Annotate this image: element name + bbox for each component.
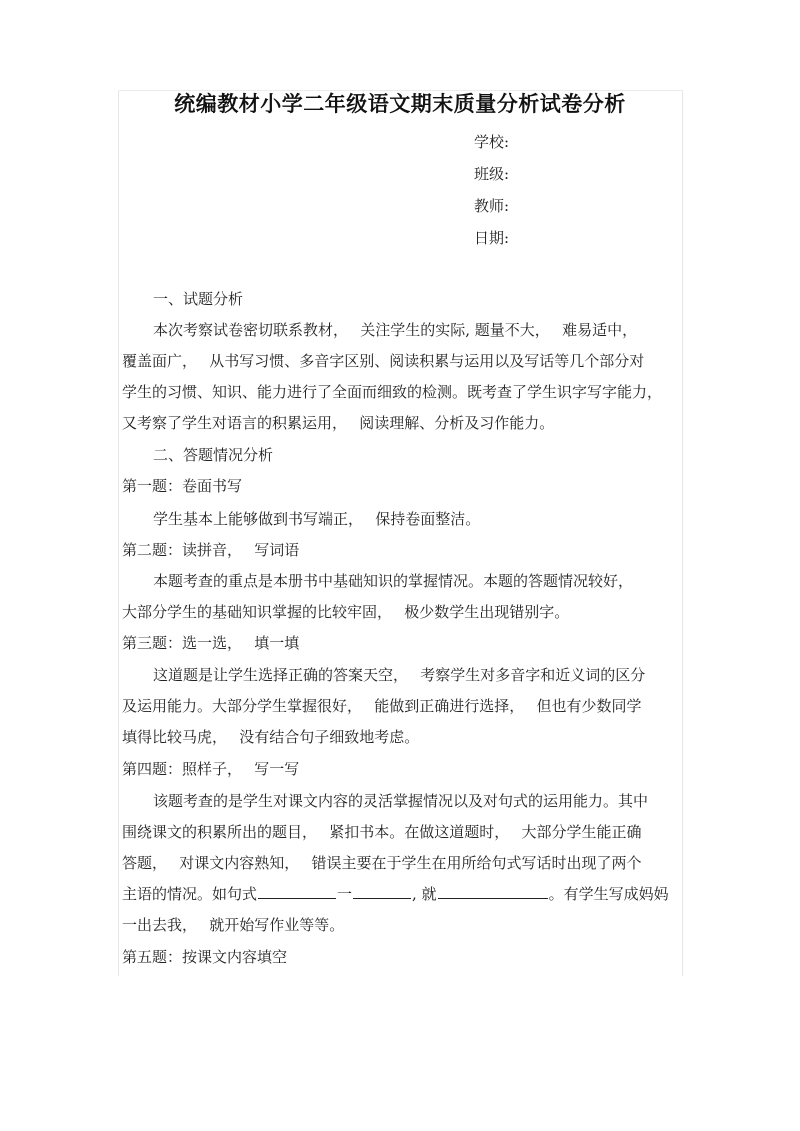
paragraph-line: 本题考查的重点是本册书中基础知识的掌握情况。本题的答题情况较好， (153, 572, 634, 590)
fill-blank (438, 884, 548, 899)
paragraph-line-with-blanks (122, 879, 680, 910)
text-segment: 一 (337, 885, 353, 903)
meta-teacher: 教师: (474, 197, 510, 215)
paragraph-line: 学生的习惯、知识、能力进行了全面而细致的检测。既考查了学生识字写字能力， (122, 383, 663, 401)
paragraph-line: 覆盖面广， 从书写习惯、多音字区别、阅读积累与运用以及写话等几个部分对 (122, 352, 645, 370)
question-4-heading: 第四题：照样子， 写一写 (122, 760, 300, 778)
paragraph-line: 本次考察试卷密切联系教材， 关注学生的实际, 题量不大， 难易适中， (153, 321, 638, 339)
document-title: 统编教材小学二年级语文期末质量分析试卷分析 (174, 92, 626, 116)
question-2-heading: 第二题：读拼音， 写词语 (122, 541, 300, 559)
fill-blank (353, 884, 411, 899)
question-3-heading: 第三题：选一选， 填一填 (122, 634, 300, 652)
paragraph-line: 填得比较马虎， 没有结合句子细致地考虑。 (122, 728, 420, 746)
paragraph-line: 答题， 对课文内容熟知， 错误主要在于学生在用所给句式写话时出现了两个 (122, 854, 642, 872)
question-1-heading: 第一题：卷面书写 (122, 477, 243, 495)
text-segment: 主语的情况。如句式 (122, 885, 258, 903)
section1-heading: 一、试题分析 (153, 290, 244, 308)
paragraph-line: 这道题是让学生选择正确的答案天空， 考察学生对多音字和近义词的区分 (153, 666, 646, 684)
paragraph-line: 大部分学生的基础知识掌握的比较牢固， 极少数学生出现错别字。 (122, 603, 570, 621)
text-segment: 。有学生写成妈妈 (548, 885, 669, 903)
meta-date: 日期: (474, 229, 510, 247)
meta-school: 学校: (474, 133, 510, 151)
paragraph-line: 又考察了学生对语言的积累运用， 阅读理解、分析及习作能力。 (122, 414, 555, 432)
question-5-heading: 第五题：按课文内容填空 (122, 948, 288, 966)
paragraph-line: 围绕课文的积累所出的题目， 紧扣书本。在做这道题时， 大部分学生能正确 (122, 823, 642, 841)
text-segment: , 就 (412, 885, 437, 903)
section2-heading: 二、答题情况分析 (153, 446, 274, 464)
paragraph-line: 该题考查的是学生对课文内容的灵活掌握情况以及对句式的运用能力。其中 (153, 792, 649, 810)
paragraph-line: 及运用能力。大部分学生掌握很好， 能做到正确进行选择， 但也有少数同学 (122, 697, 642, 715)
paragraph-line: 一出去我， 就开始写作业等等。 (122, 916, 345, 934)
paragraph-line: 学生基本上能够做到书写端正， 保持卷面整洁。 (153, 510, 481, 528)
meta-class: 班级: (474, 165, 510, 183)
fill-blank (258, 884, 336, 899)
